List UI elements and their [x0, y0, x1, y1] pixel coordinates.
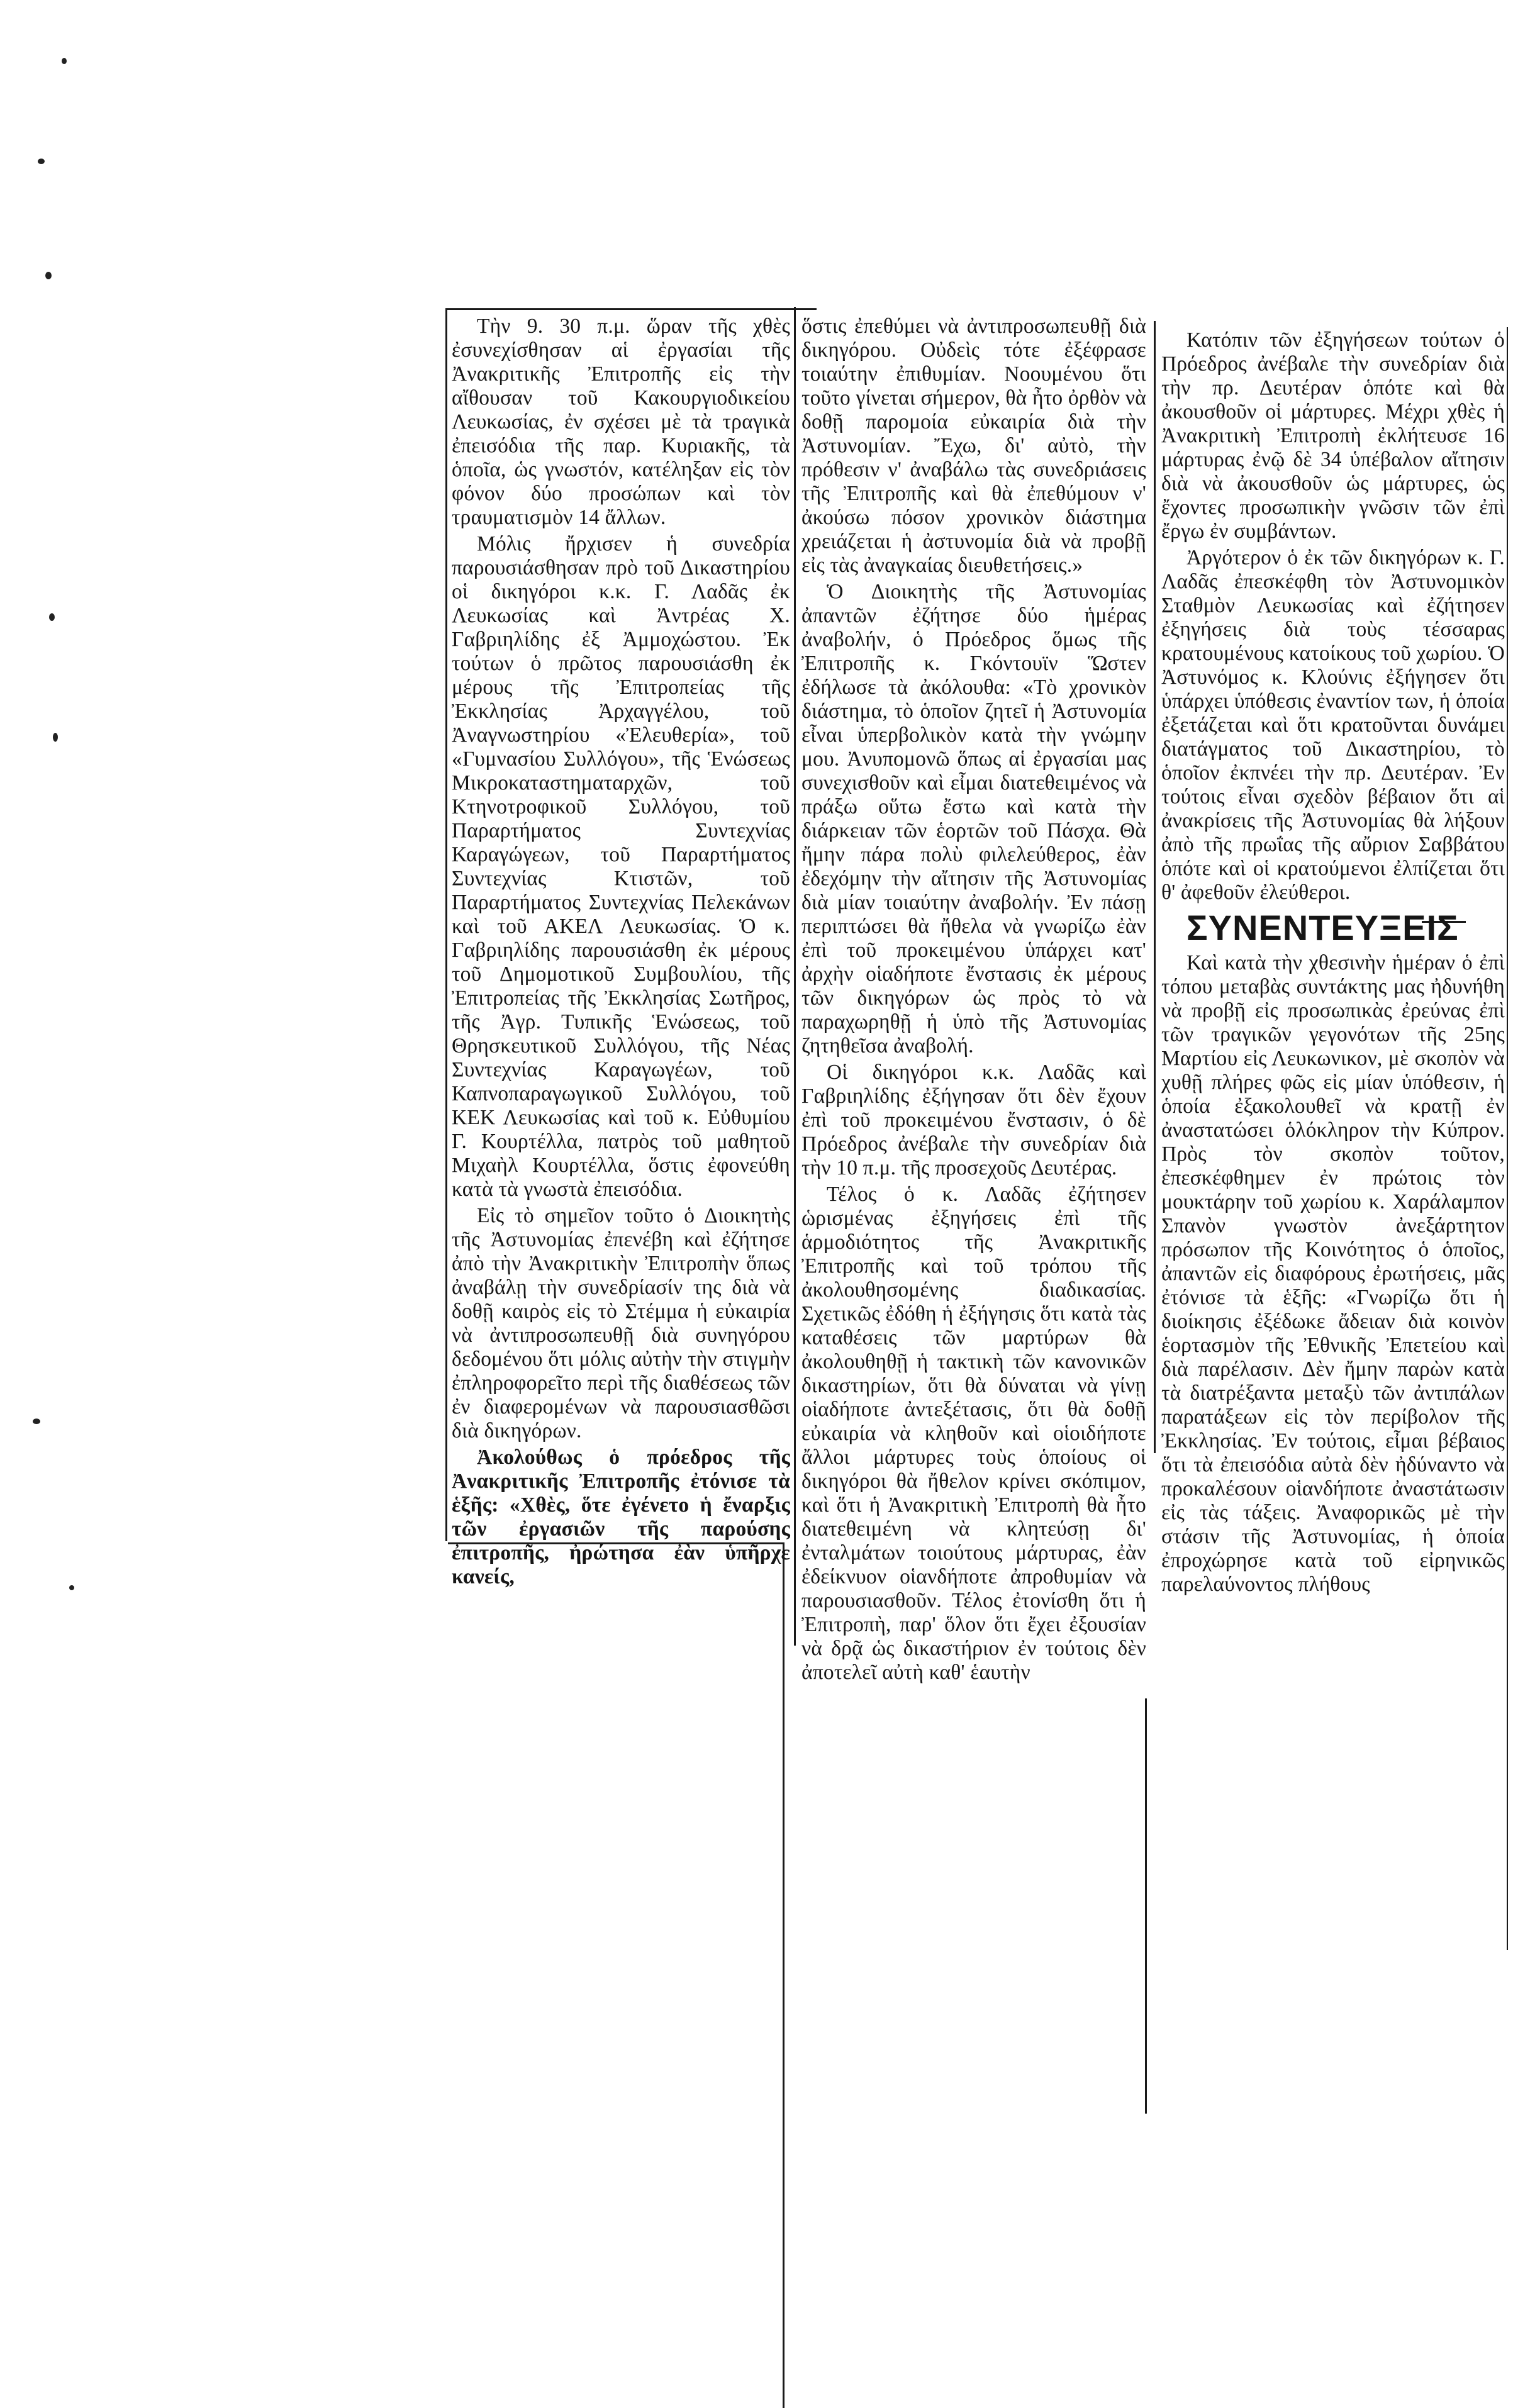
scan-speck [53, 733, 58, 742]
paragraph: Ἀκολούθως ὁ πρόεδρος τῆς Ἀνακριτικῆς Ἐπιτροπῆς ἐτόνισε τὰ ἑξῆς: «Χθὲς, ὅτε ἐγένετο ἡ ἔναρξις τῶν ἐργασιῶν τῆς παρούσης ἐπιτροπῆς, ἠρώτησα ἐὰν ὑπῆρχε κανείς, [452, 1446, 790, 1588]
paragraph: Οἱ δικηγόροι κ.κ. Λαδᾶς καὶ Γαβριηλίδης ἐξήγησαν ὅτι δὲν ἔχουν ἐπὶ τοῦ προκειμένου ἔνστασιν, ὁ δὲ Πρόεδρος ἀνέβαλε τὴν συνεδρίαν διὰ τὴν 10 π.μ. τῆς προσεχοῦς Δευτέρας. [801, 1061, 1146, 1179]
paragraph: Ὁ Διοικητὴς τῆς Ἀστυνομίας ἀπαντῶν ἐζήτησε δύο ἡμέρας ἀναβολήν, ὁ Πρόεδρος ὅμως τῆς Ἐπιτροπῆς κ. Γκόντουϊν Ὥστεν ἐδήλωσε τὰ ἀκόλουθα: «Τὸ χρονικὸν διάστημα, τὸ ὁποῖον ζητεῖ ἡ Ἀστυνομία εἶναι ὑπερβολικὸν κατὰ τὴν γνώμην μου. Ἀνυπομονῶ ὅπως αἱ ἐργασίαι μας συνεχισθοῦν καὶ εἶμαι διατεθειμένος νὰ πράξω οὕτω ἔστω καὶ κατὰ τὴν διάρκειαν τῶν ἑορτῶν τοῦ Πάσχα. Θὰ ἤμην πάρα πολὺ φιλελεύθερος, ἐὰν ἐδεχόμην τὴν αἴτησιν τῆς Ἀστυνομίας διὰ μίαν τοιαύτην ἀναβολήν. Ἐν πάσῃ περιπτώσει θὰ ἤθελα νὰ γνωρίζω ἐὰν ἐπὶ τοῦ προκειμένου ὑπάρχει κατ' ἀρχὴν οἱαδήποτε ἔνστασις ἐκ μέρους τῶν δικηγόρων ὡς πρὸς τὸ νὰ παραχωρηθῇ ἡ ὑπὸ τῆς Ἀστυνομίας ζητηθεῖσα ἀναβολή. [801, 580, 1146, 1057]
scan-speck [69, 1585, 74, 1590]
column-rule-1-lower [783, 1542, 784, 2408]
section-heading: ΣΥΝΕΝΤΕΥΞΕΙΣ [1186, 908, 1459, 947]
scan-speck [45, 272, 52, 279]
article-column-3 [1161, 328, 1505, 2153]
paragraph: Τέλος ὁ κ. Λαδᾶς ἐζήτησεν ὡρισμένας ἐξηγήσεις ἐπὶ τῆς ἁρμοδιότητος τῆς Ἀνακριτικῆς Ἐπιτροπῆς καὶ τοῦ τρόπου τῆς ἀκολουθησομένης διαδικασίας. Σχετικῶς ἐδόθη ἡ ἐξήγησις ὅτι κατὰ τὰς καταθέσεις τῶν μαρτύρων θὰ ἀκολουθηθῇ ἡ τακτικὴ τῶν κανονικῶν δικαστηρίων, ὅτι θὰ δύναται νὰ γίνῃ οἱαδήποτε ἀντεξέτασις, ὅτι θὰ δοθῇ εὐκαιρία νὰ κληθοῦν καὶ οἱοιδήποτε ἄλλοι μάρτυρες τοὺς ὁποίους οἱ δικηγόροι θὰ ἤθελον κρίνει σκόπιμον, καὶ ὅτι ἡ Ἀνακριτικὴ Ἐπιτροπὴ θὰ ἦτο διατεθειμένη νὰ κλητεύσῃ δι' ἐνταλμάτων τοιούτους μάρτυρας, ἐὰν ἐδείκνυον οἱανδήποτε ἀπροθυμίαν νὰ παρουσιασθοῦν. Τέλος ἐτονίσθη ὅτι ἡ Ἐπιτροπὴ, παρ' ὅλον ὅτι ἔχει ἐξουσίαν νὰ δρᾷ ὡς δικαστήριον ἐν τούτοις δὲν ἀποτελεῖ αὐτὴ καθ' ἑαυτὴν [801, 1183, 1146, 1684]
paragraph: Κατόπιν τῶν ἐξηγήσεων τούτων ὁ Πρόεδρος ἀνέβαλε τὴν συνεδρίαν διὰ τὴν πρ. Δευτέραν ὁπότε καὶ θὰ ἀκουσθοῦν οἱ μάρτυρες. Μέχρι χθὲς ἡ Ἀνακριτικὴ Ἐπιτροπὴ ἐκλήτευσε 16 μάρτυρας ἐνῷ δὲ 34 ὑπέβαλον αἴτησιν διὰ νὰ ἀκουσθοῦν ὡς μάρτυρες, ὡς ἔχοντες προσωπικὴν γνῶσιν τῶν ἐπὶ ἔργω ἐν συμβάντων. [1161, 328, 1505, 543]
column-rule-2 [1154, 321, 1156, 1453]
scan-speck [38, 159, 45, 164]
clipping-right-edge [1507, 327, 1508, 1950]
article-column-2 [801, 315, 1146, 2408]
paragraph: Ἀργότερον ὁ ἐκ τῶν δικηγόρων κ. Γ. Λαδᾶς ἐπεσκέφθη τὸν Ἀστυνομικὸν Σταθμὸν Λευκωσίας καὶ ἐζήτησεν ἐξηγήσεις διὰ τοὺς τέσσαρας κρατουμένους κατοίκους τοῦ χωρίου. Ὁ Ἀστυνόμος κ. Κλούνις ἐξήγησεν ὅτι ὑπάρχει ὑπόθεσις ἐναντίον των, ἡ ὁποία ἐξετάζεται καὶ ὅτι κρατοῦνται δυνάμει διατάγματος τοῦ Δικαστηρίου, τὸ ὁποῖον ἐκπνέει τὴν πρ. Δευτέραν. Ἐν τούτοις εἶναι σχεδὸν βέβαιον ὅτι αἱ ἀνακρίσεις τῆς Ἀστυνομίας θὰ λήξουν ἀπὸ τῆς πρωΐας τῆς αὔριον Σαββάτου ὁπότε καὶ οἱ κρατούμενοι ἐλπίζεται ὅτι θ' ἀφεθοῦν ἐλεύθεροι. [1161, 546, 1505, 904]
paragraph: Μόλις ἤρχισεν ἡ συνεδρία παρουσιάσθησαν πρὸ τοῦ Δικαστηρίου οἱ δικηγόροι κ.κ. Γ. Λαδᾶς ἐκ Λευκωσίας καὶ Ἀντρέας Χ. Γαβριηλίδης ἐξ Ἀμμοχώστου. Ἐκ τούτων ὁ πρῶτος παρουσιάσθη ἐκ μέρους τῆς Ἐπιτροπείας τῆς Ἐκκλησίας Ἀρχαγγέλου, τοῦ Ἀναγνωστηρίου «Ἐλευθερία», τοῦ «Γυμνασίου Συλλόγου», τῆς Ἑνώσεως Μικροκαταστηματαρχῶν, τοῦ Κτηνοτροφικοῦ Συλλόγου, τοῦ Παραρτήματος Συντεχνίας Καραγώγεων, τοῦ Παραρτήματος Συντεχνίας Κτιστῶν, τοῦ Παραρτήματος Συντεχνίας Πελεκάνων καὶ τοῦ ΑΚΕΛ Λευκωσίας. Ὁ κ. Γαβριηλίδης παρουσιάσθη ἐκ μέρους τοῦ Δημομοτικοῦ Συμβουλίου, τῆς Ἐπιτροπείας τῆς Ἐκκλησίας Σωτῆρος, τῆς Ἀγρ. Τυπικῆς Ἑνώσεως, τοῦ Θρησκευτικοῦ Συλλόγου, τῆς Νέας Συντεχνίας Καραγωγέων, τοῦ Καπνοπαραγωγικοῦ Συλλόγου, τοῦ ΚΕΚ Λευκωσίας καὶ τοῦ κ. Εὐθυμίου Γ. Κουρτέλλα, πατρὸς τοῦ μαθητοῦ Μιχαὴλ Κουρτέλλα, ὅστις ἐφονεύθη κατὰ τὰ γνωστὰ ἐπεισόδια. [452, 532, 790, 1201]
paragraph: Καὶ κατὰ τὴν χθεσινὴν ἡμέραν ὁ ἐπὶ τόπου μεταβὰς συντάκτης μας ἠδυνήθη νὰ προβῇ εἰς προσωπικὰς ἐρεύνας ἐπὶ τῶν τραγικῶν γεγονότων τῆς 25ης Μαρτίου εἰς Λευκωνικον, μὲ σκοπὸν νὰ χυθῇ πλήρες φῶς εἰς μίαν ὑπόθεσιν, ἡ ὁποία ἐξακολουθεῖ νὰ κρατῇ ἐν ἀναστατώσει ὁλόκληρον τὴν Κύπρον. Πρὸς τὸν σκοπὸν τοῦτον, ἐπεσκέφθημεν ἐν πρώτοις τὸν μουκτάρην τοῦ χωρίου κ. Χαράλαμπον Σπανὸν γνωστὸν ἀνεξάρτητον πρόσωπον τῆς Κοινότητος ὁ ὁποῖος, ἀπαντῶν εἰς διαφόρους ἐρωτήσεις, μᾶς ἐτόνισε τὰ ἑξῆς: «Γνωρίζω ὅτι ἡ διοίκησις ἐξέδωκε ἄδειαν διὰ κοινὸν ἑορτασμὸν τῆς Ἐθνικῆς Ἐπετείου καὶ διὰ παρέλασιν. Δὲν ἤμην παρὼν κατὰ τὰ διατρέξαντα μεταξὺ τῶν ἀντιπάλων παρατάξεων εἰς τὸν περίβολον τῆς Ἐκκλησίας. Ἐν τούτοις, εἶμαι βέβαιος ὅτι τὰ ἐπεισόδια αὐτὰ δὲν ἠδύναντο νὰ προκαλέσουν οἱανδήποτε ἀναστάτωσιν εἰς τὰς τάξεις. Ἀναφορικῶς μὲ τὴν στάσιν τῆς Ἀστυνομίας, ἡ ὁποία ἐπροχώρησε κατὰ τοῦ εἰρηνικῶς παρελαύνοντος πλήθους [1161, 951, 1505, 1596]
paragraph: Τὴν 9. 30 π.μ. ὥραν τῆς χθὲς ἐσυνεχίσθησαν αἱ ἐργασίαι τῆς Ἀνακριτικῆς Ἐπιτροπῆς εἰς τὴν αἴθουσαν τοῦ Κακουργιοδικείου Λευκωσίας, ἐν σχέσει μὲ τὰ τραγικὰ ἐπεισόδια τῆς παρ. Κυριακῆς, τὰ ὁποῖα, ὡς γνωστόν, κατέληξαν εἰς τὸν φόνον δύο προσώπων καὶ τὸν τραυματισμὸν 14 ἄλλων. [452, 315, 790, 529]
paragraph: ὅστις ἐπεθύμει νὰ ἀντιπροσωπευθῇ διὰ δικηγόρου. Οὐδεὶς τότε ἐξέφρασε τοιαύτην ἐπιθυμίαν. Νοουμένου ὅτι τοῦτο γίνεται σήμερον, θὰ ἦτο ὀρθὸν νὰ δοθῇ παρομοία εὐκαιρία διὰ τὴν Ἀστυνομίαν. Ἔχω, δι' αὐτὸ, τὴν πρόθεσιν ν' ἀναβάλω τὰς συνεδριάσεις τῆς Ἐπιτροπῆς καὶ θὰ ἐπεθύμουν ν' ἀκούσω πόσον χρονικὸν διάστημα χρειάζεται ἡ ἀστυνομία διὰ νὰ προβῇ εἰς τὰς ἀναγκαίας διευθετήσεις.» [801, 315, 1146, 577]
scan-speck [33, 1419, 40, 1424]
scan-speck [62, 58, 67, 64]
scan-speck [49, 613, 55, 621]
article-column-1 [452, 315, 790, 1588]
clipping-left-edge [445, 308, 447, 1541]
clipping-top-edge [445, 308, 817, 310]
column-rule-1 [794, 307, 796, 1646]
paragraph: Εἰς τὸ σημεῖον τοῦτο ὁ Διοικητὴς τῆς Ἀστυνομίας ἐπενέβη καὶ ἐζήτησε ἀπὸ τὴν Ἀνακριτικὴν Ἐπιτροπὴν ὅπως ἀναβάλῃ τὴν συνεδρίασίν της διὰ νὰ δοθῇ καιρὸς εἰς τὸ Στέμμα ἡ εὐκαιρία νὰ ἀντιπροσωπευθῇ διὰ συνηγόρου δεδομένου ὅτι μόλις αὐτὴν τὴν στιγμὴν ἐπληροφορεῖτο περὶ τῆς διαθέσεως τῶν ἐν διαφερομένων νὰ παρουσιασθῶσι διὰ δικηγόρων. [452, 1204, 790, 1442]
